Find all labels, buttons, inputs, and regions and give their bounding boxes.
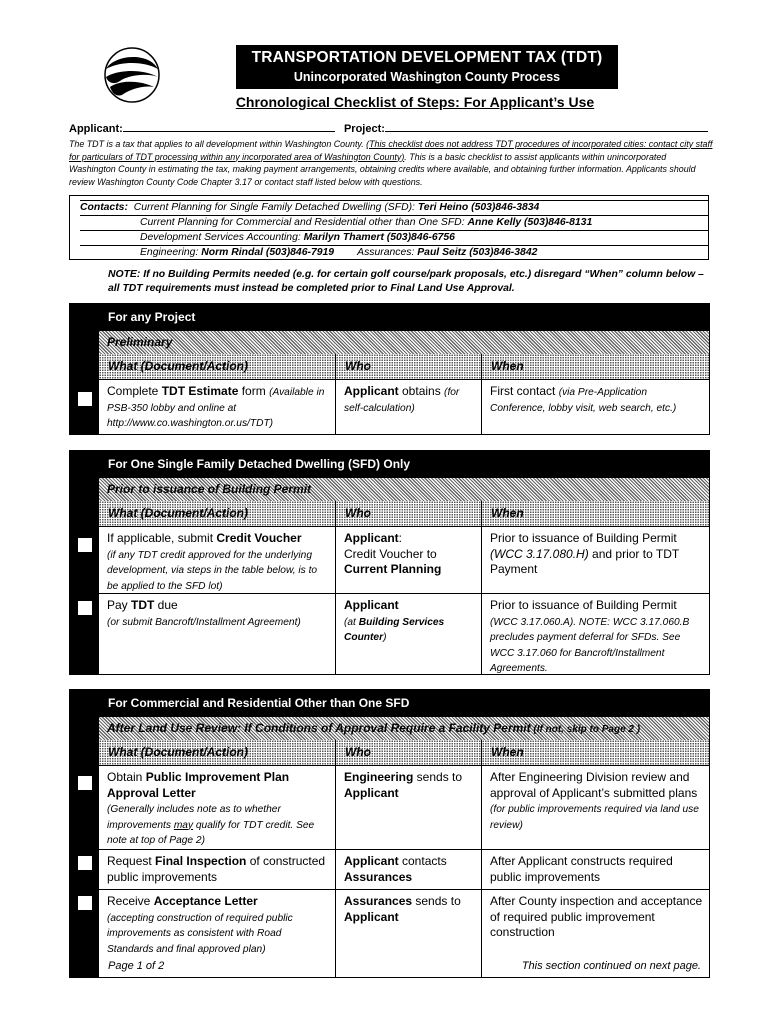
section-bar xyxy=(70,304,99,434)
intro-text-rest: . This is a basic checklist to assist applicants within unincorporated Washington County in estimating the tax, making payment arrangements, obtaining credits where available, and obtaining further information. Applicants should review Washington County Code Chapter 3.17 or contact staff listed below with questions. xyxy=(69,151,696,187)
applicant-project-line xyxy=(69,121,708,135)
who-bold: Assurances xyxy=(344,894,413,908)
who-bold: Applicant xyxy=(344,854,399,868)
section-bar xyxy=(70,451,99,674)
who-cell xyxy=(336,890,482,977)
who-text: contacts xyxy=(398,854,447,868)
column-header-what: What (Document/Action) xyxy=(99,740,336,765)
document-subtitle: Unincorporated Washington County Process xyxy=(293,70,561,84)
project-label: Project: xyxy=(343,123,385,135)
section-header: For Commercial and Residential Other than One SFD xyxy=(99,690,709,717)
who-text: sends to xyxy=(412,894,461,908)
contact-text: Development Services Accounting: xyxy=(140,232,304,243)
section-header: For One Single Family Detached Dwelling (SFD) Only xyxy=(99,451,709,478)
section-commercial xyxy=(69,689,710,978)
intro-underlined: (This checklist does not address TDT procedures of incorporated cities: contact city staff for particulars of TDT processing within any incorporated area of Washington County) xyxy=(69,139,713,162)
what-note: (Generally includes note as to whether improvements xyxy=(107,804,281,831)
section-any-project xyxy=(69,303,710,435)
contacts-label: Contacts: xyxy=(80,202,128,213)
applicant-field[interactable] xyxy=(123,121,335,132)
what-note: (or submit Bancroft/Installment Agreement) xyxy=(107,616,301,628)
when-text: Prior to issuance of Building Permit xyxy=(490,531,677,545)
what-bold: Final Inspection xyxy=(155,854,247,868)
column-header-who: Who xyxy=(336,501,482,526)
contact-text: Current Planning for Commercial and Residential other than One SFD: xyxy=(140,217,468,228)
when-note: (via Pre-Application Conference, lobby visit, web search, etc.) xyxy=(490,387,677,414)
who-note: ) xyxy=(383,632,387,643)
checkbox[interactable] xyxy=(78,776,92,790)
section-sfd xyxy=(69,450,710,675)
what-note: (accepting construction of required public improvements as consistent with Road Standards and final approved plan) xyxy=(107,912,293,955)
checkbox[interactable] xyxy=(78,601,92,615)
intro-paragraph xyxy=(69,138,715,188)
who-bold: Applicant xyxy=(344,384,399,398)
who-cell xyxy=(336,850,482,889)
section-subheader: Preliminary xyxy=(99,331,709,354)
when-cell xyxy=(482,850,709,889)
table-row xyxy=(99,526,709,593)
document-title: TRANSPORTATION DEVELOPMENT TAX (TDT) xyxy=(251,49,603,66)
what-note: qualify for TDT credit. See note at top of Page 2) xyxy=(107,819,315,846)
what-text: of constructed public improvements xyxy=(107,854,326,884)
who-text: sends to xyxy=(413,770,463,784)
table-row xyxy=(99,379,709,434)
who-bold: Applicant xyxy=(344,909,399,924)
when-note: (WCC 3.17.060.A). NOTE: WCC 3.17.060.B precludes payment deferral for SFDs. See WCC 3.17.060 for Bancroft/Installment Agreements. xyxy=(490,616,690,674)
checkbox[interactable] xyxy=(78,856,92,870)
what-bold: TDT xyxy=(131,598,155,612)
who-note: (at xyxy=(344,616,359,628)
what-cell xyxy=(99,850,336,889)
contact-name: Teri Heino (503)846-3834 xyxy=(417,202,540,213)
what-text: Complete xyxy=(107,384,162,398)
section-header: For any Project xyxy=(99,304,709,331)
column-header-who: Who xyxy=(336,740,482,765)
applicant-label: Applicant: xyxy=(69,123,123,135)
who-bold: Building Services Counter xyxy=(344,616,445,643)
who-text: Credit Voucher to xyxy=(344,546,437,561)
intro-text: The TDT is a tax that applies to all development within Washington County. xyxy=(69,139,367,149)
checkbox[interactable] xyxy=(78,896,92,910)
contact-name: Paul Seitz (503)846-3842 xyxy=(417,247,538,258)
when-text: After Engineering Division review and approval of Applicant’s submitted plans xyxy=(490,770,698,800)
when-text: After Applicant constructs required public improvements xyxy=(490,854,673,884)
what-text: Receive xyxy=(107,894,154,908)
contact-text: Engineering: xyxy=(140,247,202,258)
when-cell xyxy=(482,380,709,434)
when-text: First contact xyxy=(490,384,559,398)
contact-text: Current Planning for Single Family Detached Dwelling (SFD): xyxy=(133,202,418,213)
project-field[interactable] xyxy=(385,121,708,132)
column-header-what: What (Document/Action) xyxy=(99,501,336,526)
what-bold: Credit Voucher xyxy=(216,531,302,545)
what-text: If applicable, submit xyxy=(107,531,217,545)
continued-note: This section continued on next page. xyxy=(521,960,701,972)
who-cell xyxy=(336,380,482,434)
what-cell xyxy=(99,766,336,849)
when-cell xyxy=(482,594,709,674)
contact-text: Assurances: xyxy=(357,247,418,258)
title-banner xyxy=(236,45,618,89)
column-header-when: When xyxy=(482,354,709,379)
who-bold: Applicant xyxy=(344,531,399,545)
when-cell xyxy=(482,527,709,593)
page-number: Page 1 of 2 xyxy=(108,960,165,972)
when-note: (WCC 3.17.080.H) xyxy=(490,546,589,561)
when-text: After County inspection and acceptance of required public improvement construction xyxy=(490,894,703,939)
section-bar xyxy=(70,690,99,977)
table-row xyxy=(99,593,709,674)
what-bold: TDT Estimate xyxy=(161,384,239,398)
who-bold: Applicant xyxy=(344,785,399,800)
column-header-who: Who xyxy=(336,354,482,379)
what-cell xyxy=(99,380,336,434)
note-text: NOTE: If no Building Permits needed (e.g. for certain golf course/park proposals, etc.) disregard “When” column below – all TDT requirements must instead be completed prior to Final Land Use Approval. xyxy=(108,269,704,294)
when-text: and prior to TDT Payment xyxy=(490,546,679,576)
table-row xyxy=(99,765,709,849)
table-row xyxy=(99,849,709,889)
what-text: Obtain xyxy=(107,770,146,784)
when-note: (for public improvements required via land use review) xyxy=(490,804,699,831)
what-note: (Available in PSB-350 lobby and online at http://www.co.washington.or.us/TDT) xyxy=(107,387,325,429)
when-text: Prior to issuance of Building Permit xyxy=(490,598,677,612)
who-bold: Assurances xyxy=(344,869,413,884)
checkbox[interactable] xyxy=(78,538,92,552)
who-text: : xyxy=(398,531,403,545)
subheader-text: After Land Use Review: If Conditions of Approval Require a Facility Permit xyxy=(107,721,531,735)
what-text: Pay xyxy=(107,598,132,612)
what-cell xyxy=(99,527,336,593)
contacts-box xyxy=(69,195,709,260)
who-cell xyxy=(336,594,482,674)
what-note: (if any TDT credit approved for the underlying development, via steps in the table below, is to be applied to the SFD lot) xyxy=(107,549,318,592)
what-bold: Acceptance Letter xyxy=(153,894,258,908)
column-header-when: When xyxy=(482,501,709,526)
what-text: form xyxy=(238,384,270,398)
column-header-when: When xyxy=(482,740,709,765)
what-text: Request xyxy=(107,854,156,868)
section-subheader: Prior to issuance of Building Permit xyxy=(99,478,709,501)
who-cell xyxy=(336,527,482,593)
who-cell xyxy=(336,766,482,849)
what-text: due xyxy=(154,598,178,612)
who-bold: Engineering xyxy=(344,770,414,784)
subheader-note: (If not, skip to Page 2 ) xyxy=(530,724,641,735)
what-bold: Public Improvement Plan Approval Letter xyxy=(107,770,290,800)
what-note-underlined: may xyxy=(173,819,194,831)
column-header-what: What (Document/Action) xyxy=(99,354,336,379)
contact-name: Norm Rindal (503)846-7919 xyxy=(201,247,335,258)
checkbox[interactable] xyxy=(78,392,92,406)
when-cell xyxy=(482,766,709,849)
what-cell xyxy=(99,594,336,674)
who-note: (for self-calculation) xyxy=(344,387,460,414)
contact-name: Anne Kelly (503)846-8131 xyxy=(467,217,593,228)
who-bold: Applicant xyxy=(344,598,399,612)
checklist-title: Chronological Checklist of Steps: For Applicant’s Use xyxy=(235,94,595,110)
contact-name: Marilyn Thamert (503)846-6756 xyxy=(303,232,455,243)
who-text: obtains xyxy=(398,384,445,398)
who-bold: Current Planning xyxy=(344,562,442,576)
section-subheader xyxy=(99,717,709,740)
